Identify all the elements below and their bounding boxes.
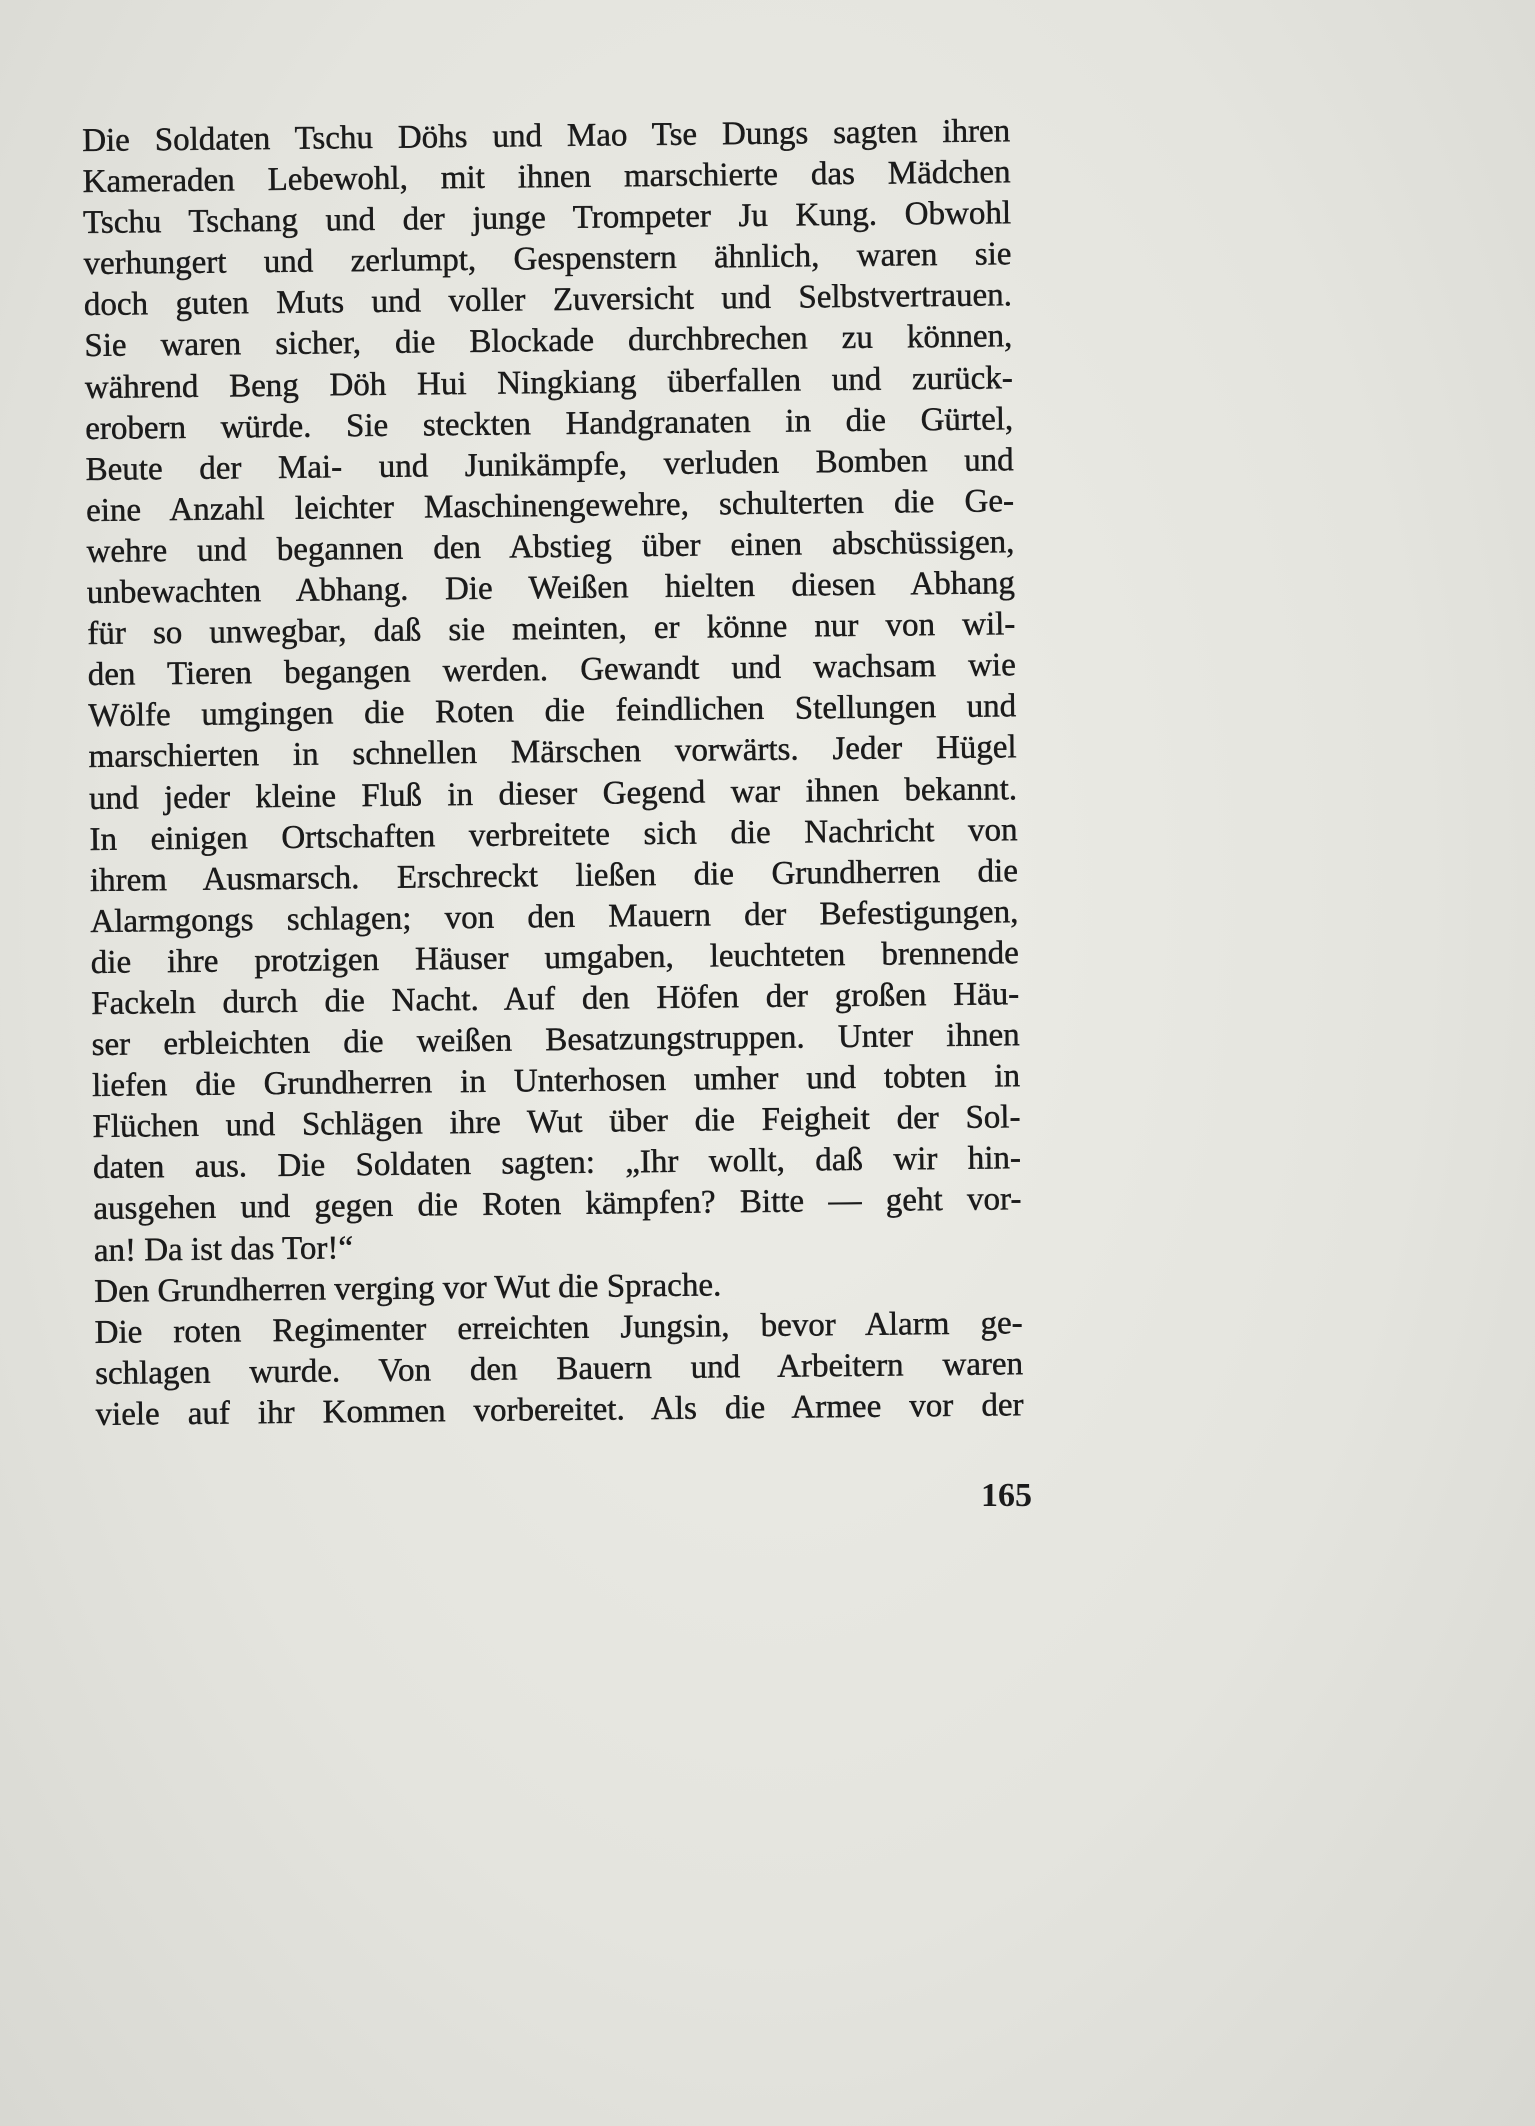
text-line: Fackeln durch die Nacht. Auf den Höfen der großen Häu- bbox=[91, 976, 1020, 1022]
text-line: daten aus. Die Soldaten sagten: „Ihr wollt, daß wir hin- bbox=[92, 1140, 1022, 1187]
text-line: für so unwegbar, daß sie meinten, er könne nur von wil- bbox=[87, 606, 1016, 653]
text-line: erobern würde. Sie steckten Handgranaten in die Gürtel, bbox=[85, 400, 1014, 447]
text-line: Tschu Tschang und der junge Trompeter Ju Kung. Obwohl bbox=[82, 195, 1012, 242]
text-line: ihrem Ausmarsch. Erschreckt ließen die Grundherren die bbox=[89, 852, 1019, 899]
text-line: doch guten Muts und voller Zuversicht und Selbstvertrauen. bbox=[83, 277, 1013, 324]
text-line: schlagen wurde. Von den Bauern und Arbeitern waren bbox=[94, 1346, 1024, 1392]
text-line: Beute der Mai- und Junikämpfe, verluden Bomben und bbox=[85, 442, 1014, 488]
text-line: Wölfe umgingen die Roten die feindlichen Stellungen und bbox=[88, 688, 1017, 735]
text-line: Sie waren sicher, die Blockade durchbrechen zu können, bbox=[84, 318, 1013, 365]
paragraph-end-line: Den Grundherren verging vor Wut die Sprache. bbox=[94, 1266, 722, 1310]
text-line: Alarmgongs schlagen; von den Mauern der Befestigungen, bbox=[90, 894, 1019, 940]
text-line: eine Anzahl leichter Maschinengewehre, schulterten die Ge- bbox=[85, 483, 1015, 529]
page-body-text bbox=[82, 111, 1024, 1436]
text-line: In einigen Ortschaften verbreitete sich die Nachricht von bbox=[89, 811, 1018, 858]
text-line: und jeder kleine Fluß in dieser Gegend war ihnen bekannt. bbox=[88, 770, 1018, 817]
text-line: Kameraden Lebewohl, mit ihnen marschierte das Mädchen bbox=[82, 154, 1011, 201]
text-line: Die roten Regimenter erreichten Jungsin, bevor Alarm ge- bbox=[94, 1304, 1023, 1351]
paragraph-end-line: an! Da ist das Tor!“ bbox=[93, 1229, 354, 1269]
text-line: unbewachten Abhang. Die Weißen hielten diesen Abhang bbox=[86, 565, 1016, 612]
text-line: ser erbleichten die weißen Besatzungstruppen. Unter ihnen bbox=[91, 1017, 1020, 1064]
text-line: verhungert und zerlumpt, Gespenstern ähnlich, waren sie bbox=[83, 236, 1012, 283]
page-number: 165 bbox=[981, 1477, 1032, 1514]
text-line: Flüchen und Schlägen ihre Wut über die Feigheit der Sol- bbox=[92, 1099, 1021, 1146]
text-line: Die Soldaten Tschu Döhs und Mao Tse Dungs sagten ihren bbox=[82, 113, 1011, 159]
text-line: während Beng Döh Hui Ningkiang überfallen und zurück- bbox=[84, 359, 1013, 406]
text-line: wehre und begannen den Abstieg über einen abschüssigen, bbox=[86, 524, 1015, 570]
text-line: marschierten in schnellen Märschen vorwärts. Jeder Hügel bbox=[88, 729, 1017, 776]
text-line: viele auf ihr Kommen vorbereitet. Als die Armee vor der bbox=[95, 1387, 1024, 1433]
text-line: ausgehen und gegen die Roten kämpfen? Bitte — geht vor- bbox=[93, 1181, 1022, 1228]
text-line: die ihre protzigen Häuser umgaben, leuchteten brennende bbox=[90, 935, 1019, 981]
text-line: den Tieren begangen werden. Gewandt und wachsam wie bbox=[87, 647, 1016, 694]
text-line: liefen die Grundherren in Unterhosen umher und tobten in bbox=[91, 1058, 1021, 1105]
